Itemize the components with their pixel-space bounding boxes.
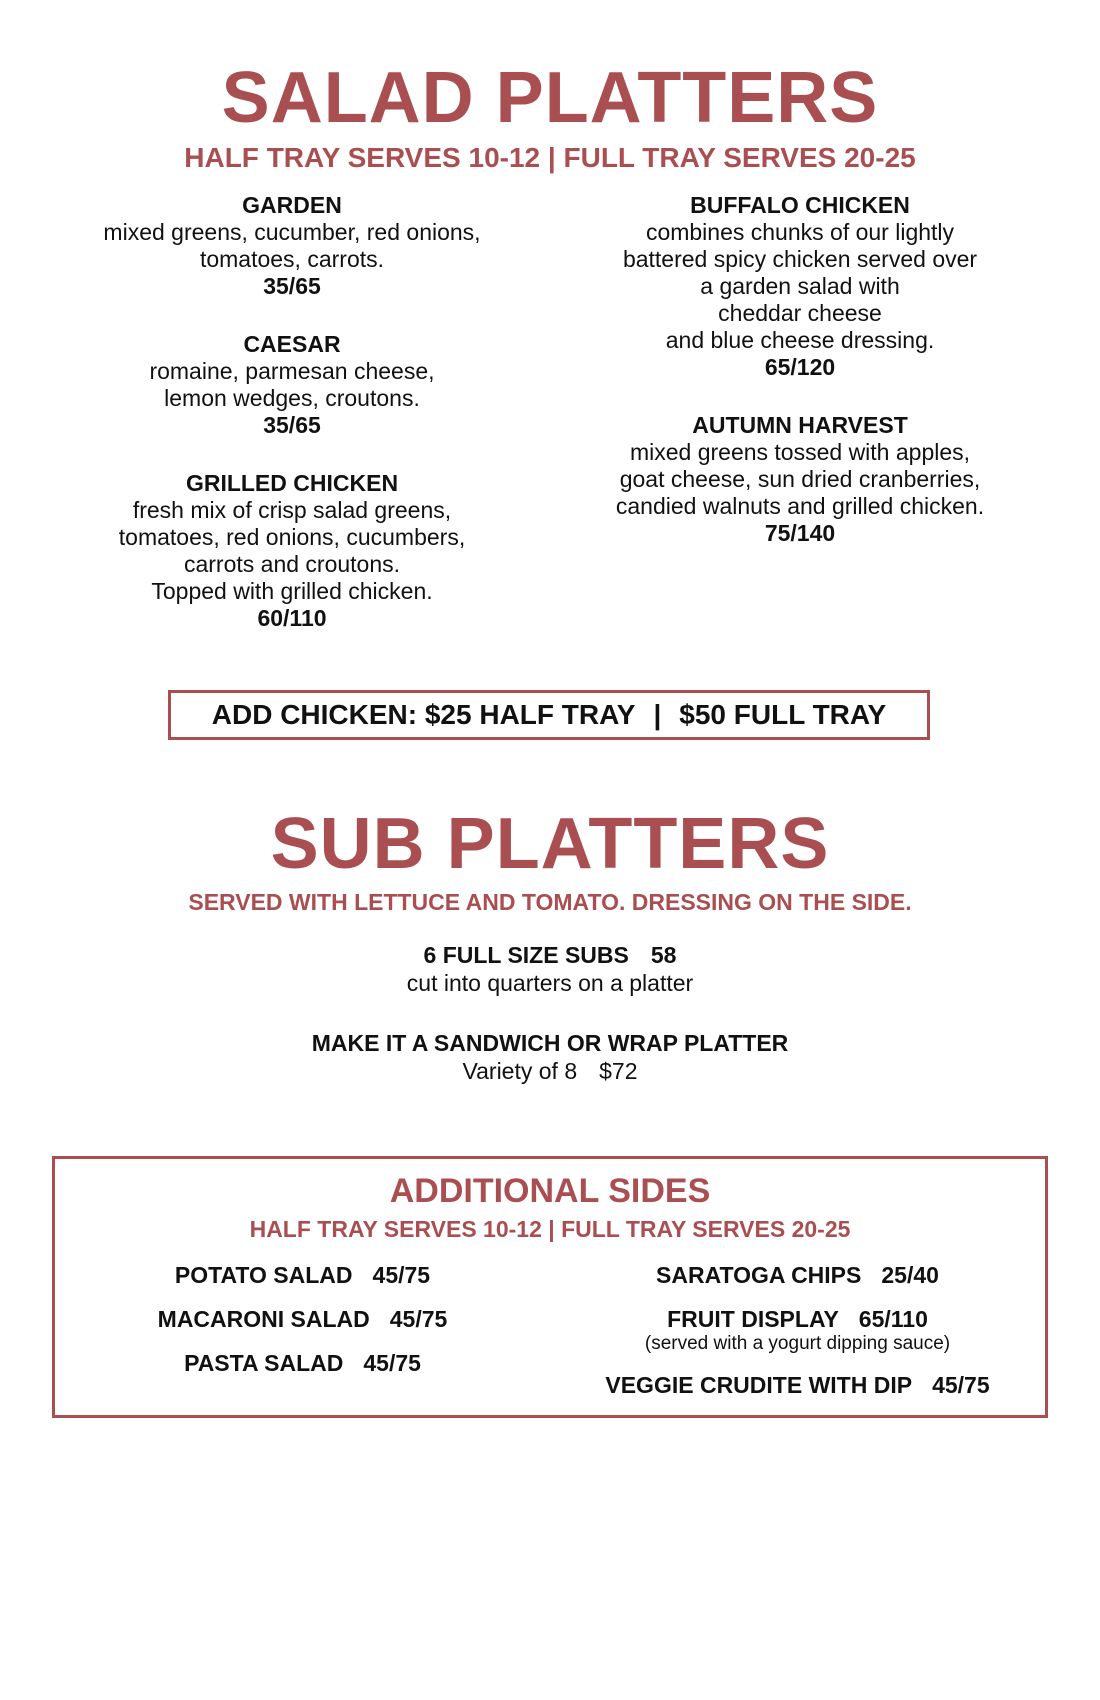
side-name: VEGGIE CRUDITE WITH DIP — [605, 1372, 913, 1398]
item-name: BUFFALO CHICKEN — [690, 192, 910, 218]
sub-item-price: $72 — [599, 1058, 638, 1084]
sub-item-variety: Variety of 8 — [462, 1058, 578, 1084]
item-name: CAESAR — [243, 331, 341, 357]
salad-platters-title: SALAD PLATTERS — [221, 58, 879, 138]
side-price: 45/75 — [372, 1262, 431, 1288]
salad-item-caesar — [52, 330, 532, 439]
item-name: AUTUMN HARVEST — [692, 412, 908, 438]
item-description: fresh mix of crisp salad greens, tomatoes, red onions, cucumbers, carrots and croutons. Topped with grilled chicken. — [118, 497, 466, 604]
item-name: GRILLED CHICKEN — [185, 470, 399, 496]
item-description: combines chunks of our lightly battered spicy chicken served over a garden salad with cheddar cheese and blue cheese dressing. — [622, 219, 978, 353]
side-price: 45/75 — [363, 1350, 421, 1376]
side-item-potato-salad — [55, 1261, 550, 1289]
sub-item-description: cut into quarters on a platter — [406, 970, 694, 996]
sub-platters-title: SUB PLATTERS — [270, 804, 830, 884]
side-item-veggie-crudite — [550, 1371, 1045, 1399]
salad-item-buffalo-chicken — [560, 191, 1040, 381]
side-item-saratoga-chips — [550, 1261, 1045, 1289]
side-price: 25/40 — [881, 1262, 939, 1288]
sub-item-full-size-subs — [0, 941, 1100, 997]
side-item-fruit-display — [550, 1305, 1045, 1333]
additional-sides-box — [52, 1156, 1048, 1418]
item-description: romaine, parmesan cheese, lemon wedges, croutons. — [149, 358, 435, 411]
sub-item-name-row — [0, 941, 1100, 969]
item-price: 60/110 — [257, 605, 327, 631]
side-name: PASTA SALAD — [184, 1350, 344, 1376]
side-name: SARATOGA CHIPS — [656, 1262, 862, 1288]
item-name: GARDEN — [242, 192, 342, 218]
additional-sides-subtitle: HALF TRAY SERVES 10-12 | FULL TRAY SERVES 20-25 — [249, 1216, 851, 1242]
add-chicken-separator: | — [653, 699, 662, 730]
salad-item-grilled-chicken — [52, 469, 532, 632]
sub-item-description-row — [0, 1057, 1100, 1085]
salad-item-garden — [52, 191, 532, 300]
add-chicken-half: ADD CHICKEN: $25 HALF TRAY — [211, 699, 636, 730]
item-price: 65/120 — [764, 354, 836, 380]
sub-item-name: 6 FULL SIZE SUBS — [423, 942, 629, 968]
item-description: mixed greens tossed with apples, goat cheese, sun dried cranberries, candied walnuts and grilled chicken. — [615, 439, 985, 519]
side-item-pasta-salad — [55, 1349, 550, 1377]
side-name: MACARONI SALAD — [157, 1306, 370, 1332]
salad-item-autumn-harvest — [560, 411, 1040, 547]
side-name: POTATO SALAD — [174, 1262, 353, 1288]
sub-item-name: MAKE IT A SANDWICH OR WRAP PLATTER — [311, 1030, 789, 1056]
item-price: 35/65 — [263, 412, 321, 438]
sub-item-price: 58 — [650, 942, 677, 968]
side-item-macaroni-salad — [55, 1305, 550, 1333]
add-chicken-banner — [168, 690, 930, 740]
item-price: 35/65 — [263, 273, 321, 299]
salad-left-column — [52, 191, 532, 662]
side-name: FRUIT DISPLAY — [667, 1306, 839, 1332]
salad-platters-subtitle: HALF TRAY SERVES 10-12 | FULL TRAY SERVES 20-25 — [184, 142, 916, 173]
add-chicken-full: $50 FULL TRAY — [679, 699, 887, 730]
side-price: 45/75 — [389, 1306, 448, 1332]
sub-item-sandwich-wrap — [0, 1029, 1100, 1085]
side-note-fruit-display: (served with a yogurt dipping sauce) — [644, 1333, 951, 1354]
sub-platters-subtitle: SERVED WITH LETTUCE AND TOMATO. DRESSING ON THE SIDE. — [188, 889, 912, 915]
item-description: mixed greens, cucumber, red onions, tomatoes, carrots. — [103, 219, 481, 272]
side-price: 65/110 — [858, 1306, 928, 1332]
side-price: 45/75 — [932, 1372, 990, 1398]
item-price: 75/140 — [764, 520, 836, 546]
additional-sides-title: ADDITIONAL SIDES — [389, 1172, 711, 1210]
salad-right-column — [560, 191, 1040, 577]
